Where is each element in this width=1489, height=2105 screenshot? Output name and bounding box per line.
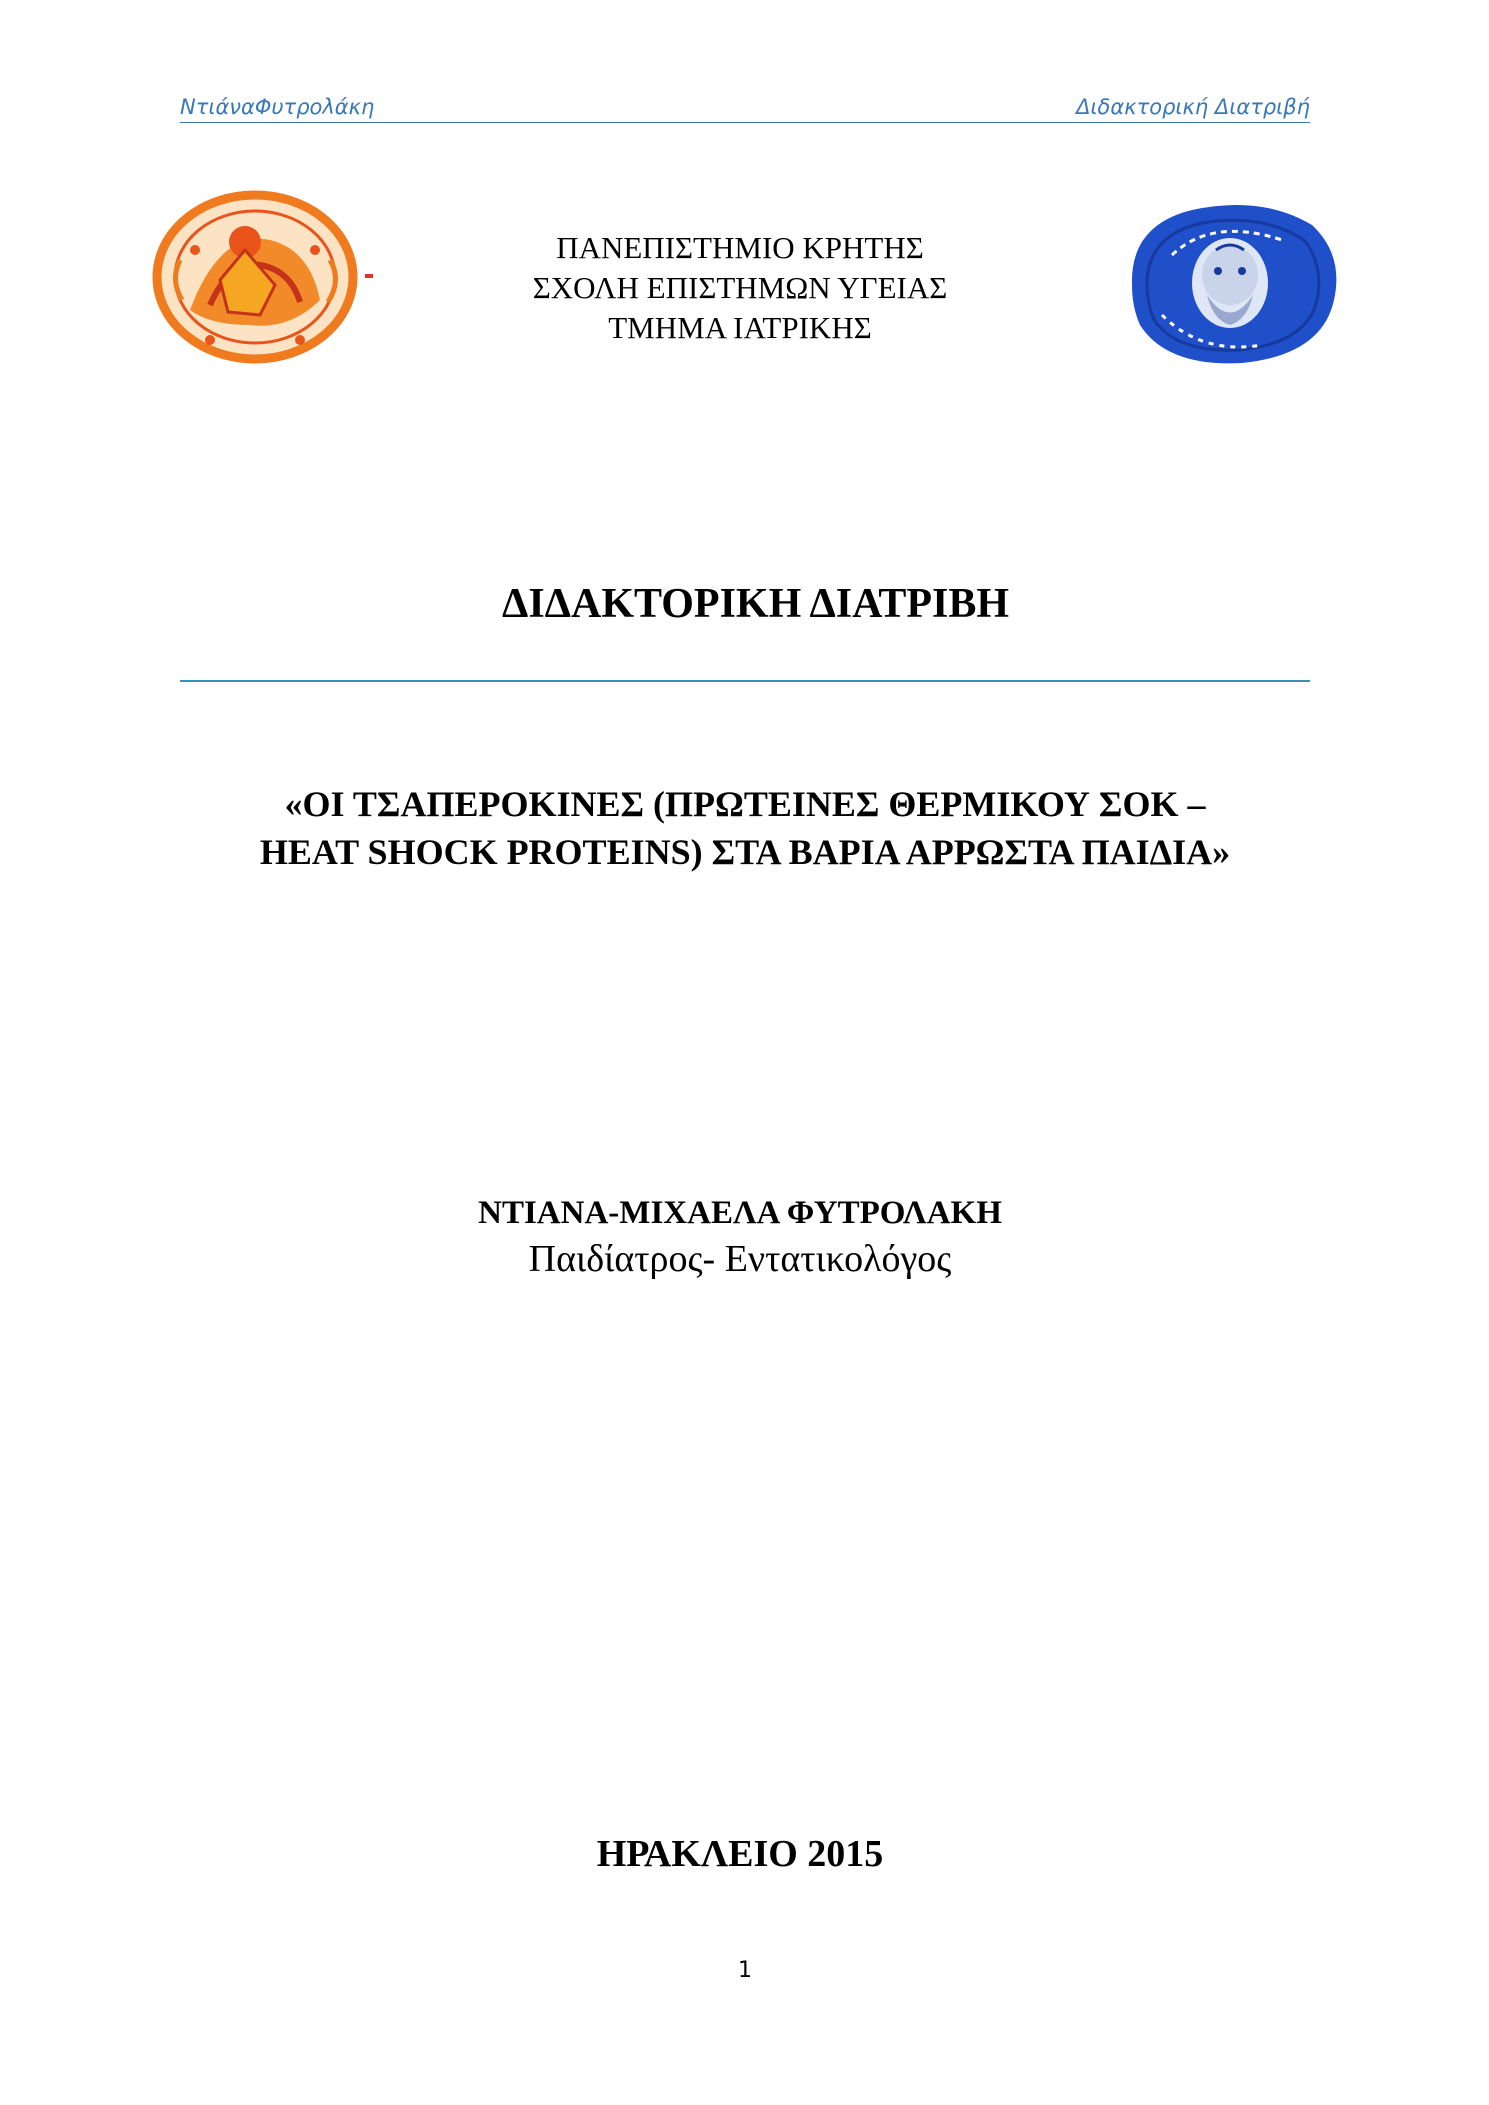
institution-block xyxy=(440,228,1040,348)
author-name: ΝΤΙΑΝΑ-ΜΙΧΑΕΛΑ ΦΥΤΡΟΛΑΚΗ xyxy=(478,1195,1002,1231)
header-doc-type: Διδακτορική Διατριβή xyxy=(1076,95,1310,119)
place-and-year: ΗΡΑΚΛΕΙΟ 2015 xyxy=(596,1833,884,1875)
thesis-title xyxy=(140,780,1350,876)
page-number: 1 xyxy=(738,1958,752,1983)
page-header xyxy=(180,88,1310,123)
thesis-title-line-2: HEAT SHOCK PROTEINS) ΣΤΑ ΒΑΡΙΑ ΑΡΡΩΣΤΑ ΠΑΙΔΙΑ» xyxy=(259,832,1231,872)
university-seal-icon xyxy=(150,190,380,365)
school-name: ΣΧΟΛΗ ΕΠΙΣΤΗΜΩΝ ΥΓΕΙΑΣ xyxy=(532,270,948,305)
department-name: ΤΜΗΜΑ ΙΑΤΡΙΚΗΣ xyxy=(608,310,872,345)
horizontal-rule xyxy=(180,680,1310,682)
author-role: Παιδίατρος- Εντατικολόγος xyxy=(528,1238,952,1280)
medical-school-seal-icon xyxy=(1112,195,1347,370)
header-author: ΝτιάναΦυτρολάκη xyxy=(180,95,375,119)
document-type-heading: ΔΙΔΑΚΤΟΡΙΚΗ ΔΙΑΤΡΙΒΗ xyxy=(502,581,1010,627)
medical-school-seal-drawing xyxy=(1132,205,1336,363)
university-name: ΠΑΝΕΠΙΣΤΗΜΙΟ ΚΡΗΤΗΣ xyxy=(556,230,924,265)
thesis-title-line-1: «ΟΙ ΤΣΑΠΕΡΟΚΙΝΕΣ (ΠΡΩΤΕΙΝΕΣ ΘΕΡΜΙΚΟΥ ΣΟΚ – xyxy=(284,784,1206,824)
university-seal-drawing xyxy=(157,195,373,359)
